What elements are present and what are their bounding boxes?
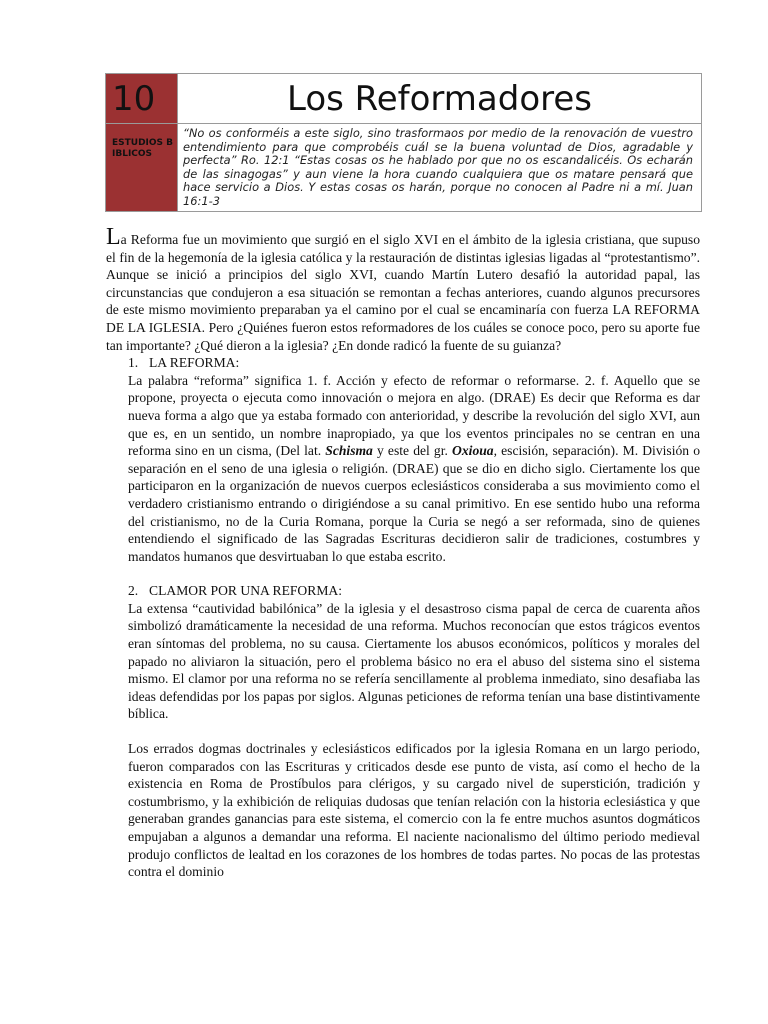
drop-cap: L bbox=[106, 224, 121, 250]
section-heading bbox=[128, 582, 700, 600]
section-paragraph: Los errados dogmas doctrinales y eclesiásticos edificados por la iglesia Romana en un largo periodo, fueron comparados con las Escrituras y criticados desde ese punto de vista, así como el hecho de la existencia en Roma de Prostíbulos para clérigos, y su cargado nivel de superstición, tradición y costumbrismo, y la exhibición de reliquias dudosas que tenían relación con la historia eclesiástica y que generaban grandes ganancias para este sistema, el comercio con la fe entre muchos asuntos dogmáticos empujaban a algunos a demandar una reforma. El naciente nacionalismo del último periodo medieval produjo conflictos de lealtad en los corazones de los hombres de todas partes. No pocas de las protestas contra el dominio bbox=[128, 741, 700, 880]
lesson-number: 10 bbox=[106, 74, 178, 124]
section-la-reforma bbox=[128, 354, 700, 565]
section-number: 1. bbox=[128, 355, 139, 371]
intro-paragraph bbox=[106, 224, 700, 354]
lesson-header bbox=[105, 73, 702, 212]
key-verse: “No os conforméis a este siglo, sino trasformaos por medio de la renovación de vuestro entendimiento para que comprobéis cuál se la buena voluntad de Dios, agradable y perfecta” Ro. 12:1 “Estas cosas os he hablado por que no os escandalicéis. Os echarán de las sinagogas” y aun viene la hora cuando cualquiera que os matare pensará que hace servicio a Dios. Y estas cosas os harán, porque no conocen al Padre ni a mí. Juan 16:1-3 bbox=[178, 124, 702, 212]
intro-text: a Reforma fue un movimiento que surgió en el siglo XVI en el ámbito de la iglesia cristiana, que supuso el fin de la hegemonía de la iglesia católica y la restauración de distintas iglesias ligadas al “protestantismo”. Aunque se inició a principios del siglo XVI, cuando Martín Lutero desafió la autoridad papal, las circunstancias que condujeron a esa situación se remontan a fechas anteriores, cuando algunos precursores de este mismo movimiento preparaban ya el camino por el cual se encaminaría con fuerza LA REFORMA DE LA IGLESIA. Pero ¿Quiénes fueron estos reformadores de los cuáles se conoce poco, pero su aporte fue tan importante? ¿Qué dieron a la iglesia? ¿En donde radicó la fuente de su guianza? bbox=[106, 232, 700, 353]
section-paragraph bbox=[128, 372, 700, 566]
lesson-title: Los Reformadores bbox=[178, 74, 702, 124]
term-greek: Oxioua bbox=[452, 443, 494, 459]
paragraph-text: , escisión, separación). M. División o separación en el seno de una iglesia o religión. (DRAE) que se dio en dicho siglo. Ciertamente los que participaron en la organización de nuevos cuerpos eclesiásticos consideraba a sus movimiento como el verdadero cristianismo entrando o dirigiéndose a su canal primitivo. En ese sentido hubo una reforma del cristianismo, no de la Curia Romana, porque la Curia se negó a ser reformada, sino de quienes entendiendo el significado de las Sagradas Escrituras decidieron salir de tradiciones, costumbres y mandatos humanos que desvirtuaban lo que estaba escrito. bbox=[128, 443, 700, 564]
section-paragraph: La extensa “cautividad babilónica” de la iglesia y el desastroso cisma papal de cerca de cuarenta años simbolizó dramáticamente la necesidad de una reforma. Muchos reconocían que estos trágicos eventos eran síntomas del problema, no su causa. Ciertamente los abusos económicos, políticos y morales del papado no aliviaron la situación, pero el problema básico no era el abuso del sistema sino el sistema mismo. El clamor por una reforma no se refería sencillamente al problema inmediato, sino desafiaba las ideas defendidas por los papas por siglos. Algunas peticiones de reforma tenían una base distintivamente bíblica. bbox=[128, 600, 700, 722]
document-body bbox=[106, 224, 700, 881]
term-schisma: Schisma bbox=[325, 443, 373, 459]
paragraph-text: La palabra “reforma” significa 1. f. Acción y efecto de reformar o reformarse. 2. f. Aquello que se propone, proyecta o ejecuta como innovación o mejora en algo. (DRAE) Es decir que Reforma es dar nueva forma a algo que ya estaba formado con anterioridad, y describe la revolución del siglo XVI, aun que es, en un sentido, un nombre inapropiado, ya que los eventos principales no se centran en una reforma sino en un cisma, (Del lat. bbox=[128, 372, 700, 459]
section-title: CLAMOR POR UNA REFORMA: bbox=[149, 583, 342, 599]
paragraph-text: y este del gr. bbox=[377, 443, 448, 459]
section-title: LA REFORMA: bbox=[149, 355, 240, 371]
series-label: ESTUDIOS BIBLICOS bbox=[106, 124, 178, 212]
section-heading bbox=[128, 354, 700, 372]
section-clamor bbox=[128, 582, 700, 881]
section-number: 2. bbox=[128, 583, 139, 599]
